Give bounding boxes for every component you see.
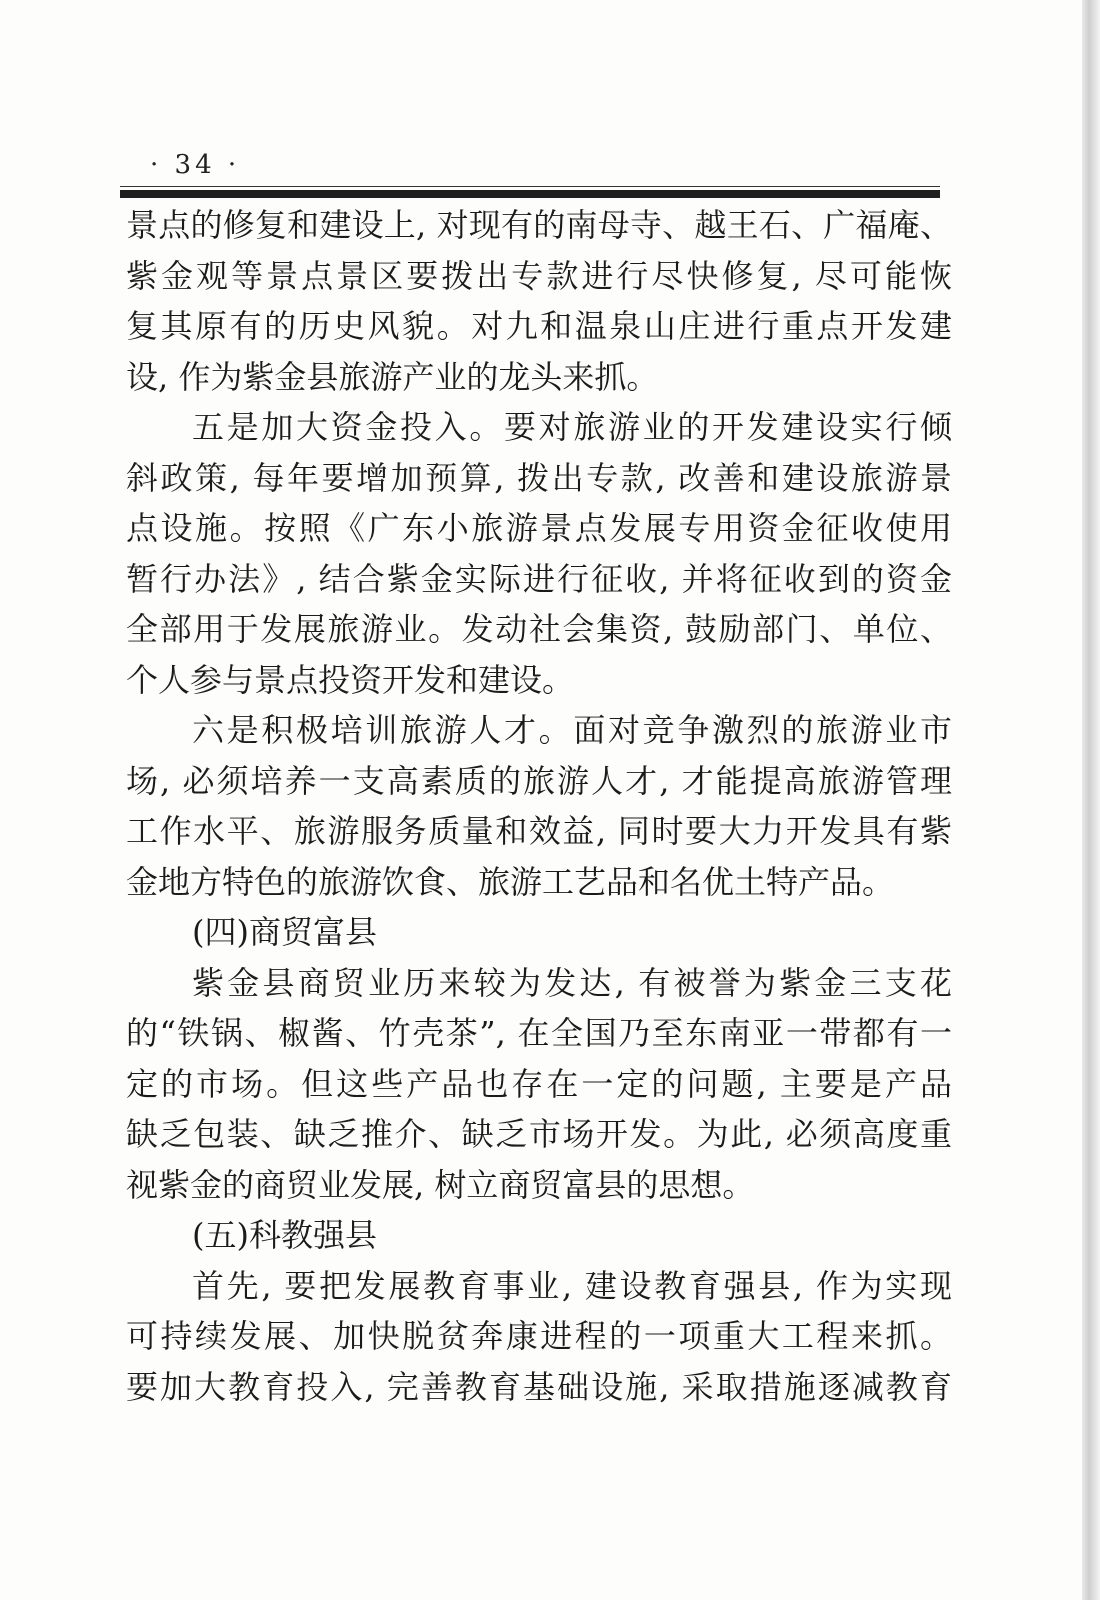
text-line: 斜政策, 每年要增加预算, 拨出专款, 改善和建设旅游景 — [126, 458, 952, 497]
text-line: 首先, 要把发展教育事业, 建设教育强县, 作为实现 — [192, 1266, 952, 1305]
text-line: 金地方特色的旅游饮食、旅游工艺品和名优土特产品。 — [126, 862, 895, 901]
text-line: 紫金观等景点景区要拨出专款进行尽快修复, 尽可能恢 — [126, 256, 952, 295]
text-line: 复其原有的历史风貌。对九和温泉山庄进行重点开发建 — [126, 307, 952, 345]
text-line: 要加大教育投入, 完善教育基础设施, 采取措施逐减教育 — [126, 1367, 952, 1406]
text-line: 全部用于发展旅游业。发动社会集资, 鼓励部门、单位、 — [126, 610, 952, 648]
text-line: 场, 必须培养一支高素质的旅游人才, 才能提高旅游管理 — [126, 761, 952, 800]
page-number: · 34 · — [150, 150, 241, 180]
text-line: 紫金县商贸业历来较为发达, 有被誉为紫金三支花 — [192, 963, 952, 1002]
text-line: 的“铁锅、椒酱、竹壳茶”, 在全国乃至东南亚一带都有一 — [126, 1014, 952, 1052]
text-line: 暂行办法》, 结合紫金实际进行征收, 并将征收到的资金 — [126, 559, 952, 598]
header-rule-thin — [120, 186, 940, 187]
text-line: 景点的修复和建设上, 对现有的南母寺、越王石、广福庵、 — [126, 206, 952, 244]
text-line: 五是加大资金投入。要对旅游业的开发建设实行倾 — [192, 408, 952, 446]
body-text — [126, 200, 952, 1412]
text-line: 缺乏包装、缺乏推介、缺乏市场开发。为此, 必须高度重 — [126, 1115, 952, 1153]
text-line: 可持续发展、加快脱贫奔康进程的一项重大工程来抓。 — [126, 1317, 952, 1355]
text-line: 设, 作为紫金县旅游产业的龙头来抓。 — [126, 357, 659, 396]
text-line: 点设施。按照《广东小旅游景点发展专用资金征收使用 — [126, 509, 952, 547]
page-edge-shadow — [1082, 0, 1100, 1600]
text-line: 视紫金的商贸业发展, 树立商贸富县的思想。 — [126, 1165, 755, 1204]
text-line: 个人参与景点投资开发和建设。 — [126, 660, 575, 699]
header-rule — [120, 190, 940, 198]
text-line: 定的市场。但这些产品也存在一定的问题, 主要是产品 — [126, 1064, 952, 1103]
section-heading: (四)商贸富县 — [192, 913, 377, 951]
text-line: 工作水平、旅游服务质量和效益, 同时要大力开发具有紫 — [126, 812, 952, 850]
text-line: 六是积极培训旅游人才。面对竞争激烈的旅游业市 — [192, 711, 952, 749]
section-heading: (五)科教强县 — [192, 1216, 377, 1254]
